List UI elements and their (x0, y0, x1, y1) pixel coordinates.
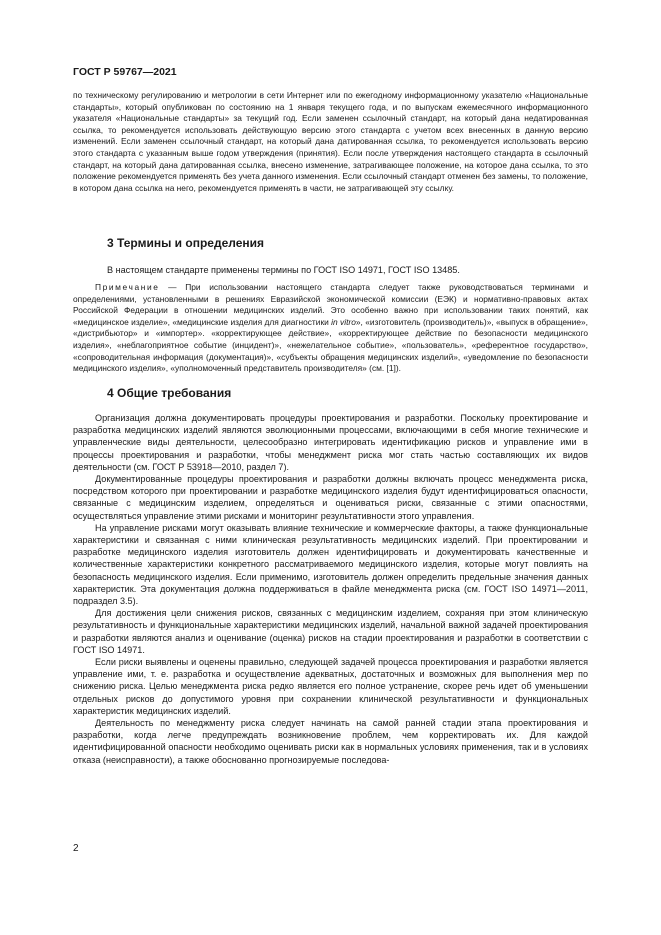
body-paragraph-5: Если риски выявлены и оценены правильно, следующей задачей процесса проектирования и разработки является управление ими, т. е. разработка и осуществление адекватных, достаточных и возможных для выполнения мер по снижению риска. Целью менеджмента риска редко является его полное устранение, скорее речь идет об уменьшении отдельных рисков до допустимого уровня при сохранении клинической результативности и функциональных характеристик медицинских изделий. (73, 657, 588, 716)
note-label: Примечание (95, 282, 160, 292)
section-4-heading: 4 Общие требования (107, 386, 232, 400)
body-paragraph-1: Организация должна документировать процедуры проектирования и разработки. Поскольку проектирование и разработка медицинских изделий являются эволюционными процессами, включающими в себя многие технические и управленческие виды деятельности, целесообразно интегрировать идентификацию рисков и управление ими в процессы проектирования и разработки, чтобы менеджмент риска мог стать частью составляющих их видов деятельности (см. ГОСТ Р 53918—2010, раздел 7). (73, 413, 588, 472)
note-italic: in vitro (331, 316, 356, 327)
terms-note (73, 282, 588, 375)
note-dash: — (159, 282, 186, 292)
ref-paragraph: по техническому регулированию и метрологии в сети Интернет или по ежегодному информационному указателю «Национальные стандарты», который опубликован по состоянию на 1 января текущего года, и по выпускам ежемесячного информационного указателя «Национальные стандарты» за текущий год. Если заменен ссылочный стандарт, на который дана недатированная ссылка, то рекомендуется использовать действующую версию этого стандарта с учетом всех внесенных в данную версию изменений. Если заменен ссылочный стандарт, на который дана датированная ссылка, то рекомендуется использовать версию этого стандарта с указанным выше годом утверждения (принятия). Если после утверждения настоящего стандарта в ссылочный стандарт, на который дана датированная ссылка, внесено изменение, затрагивающее положение, на которое дана ссылка, то это положение рекомендуется применять без учета данного изменения. Если ссылочный стандарт отменен без замены, то положение, в котором дана ссылка на него, рекомендуется применять в части, не затрагивающей эту ссылку. (73, 90, 588, 193)
body-paragraph-2: Документированные процедуры проектирования и разработки должны включать процесс менеджмента риска, посредством которого при проектировании и разработке медицинского изделия будут идентифицироваться опасности, связанные с медицинским изделием, определяться и оцениваться риски, связанные с этими опасностями, осуществляться управление этими рисками и мониторинг результативности этого управления. (73, 474, 588, 521)
page-number: 2 (73, 843, 79, 854)
note-paragraph (73, 282, 588, 375)
section-3-heading: 3 Термины и определения (107, 236, 265, 250)
ref-paragraph-block (73, 90, 588, 194)
document-header: ГОСТ Р 59767—2021 (73, 66, 177, 78)
body-paragraph-6: Деятельность по менеджменту риска следует начинать на самой ранней стадии этапа проектирования и разработки, когда легче предупреждать возникновение проблем, чем корректировать их. Для каждой идентифицированной опасности необходимо оценивать риски как в нормальных условиях применения, так и в условиях отказа (неисправности), а также обоснованно прогнозируемые последова- (73, 718, 588, 765)
section-3-intro: В настоящем стандарте применены термины по ГОСТ ISO 14971, ГОСТ ISO 13485. (107, 265, 460, 275)
note-text-2: », «изготовитель (производитель)», «выпуск в обращение», «дистрибьютор» и «импортер». «корректирующее действие», «корректирующее действие по безопасности медицинского изделия», «неблагоприятное событие (инцидент)», «нежелательное событие», «пользователь», «референтное государство», «сопроводительная информация (документация)», «субъекты обращения медицинских изделий», «уведомление по безопасности медицинского изделия», «уполномоченный представитель производителя» (см. [1]). (73, 316, 588, 374)
section-4-body (73, 412, 588, 766)
note-text-1: При использовании настоящего стандарта следует также руководствоваться терминами и определениями, установленными в решениях Евразийской экономической комиссии (ЕЭК) и нормативно-правовых актах Российской Федерации в отношении медицинских изделий. Это особенно важно при использовании таких понятий, как «медицинское изделие», «медицинские изделия для диагностики (73, 282, 588, 327)
body-paragraph-4: Для достижения цели снижения рисков, связанных с медицинским изделием, сохраняя при этом клиническую результативность и функциональные характеристики медицинских изделий, начальной важной задачей проектирования и разработки являются анализ и оценивание (оценка) рисков на стадии проектирования и разработки в соответствии с ГОСТ ISO 14971. (73, 608, 588, 655)
body-paragraph-3: На управление рисками могут оказывать влияние технические и коммерческие факторы, а также функциональные характеристики и связанная с ними клиническая результативность медицинских изделий. При проектировании и разработке медицинского изделия изготовитель должен идентифицировать и документировать качественные и количественные характеристики конкретного рассматриваемого медицинского изделия, которые могут повлиять на безопасность медицинского изделия. Если применимо, изготовитель должен определить предельные значения данных характеристик. Эта документация должна поддерживаться в файле менеджмента риска (см. ГОСТ ISO 14971—2011, подраздел 3.5). (73, 522, 588, 607)
